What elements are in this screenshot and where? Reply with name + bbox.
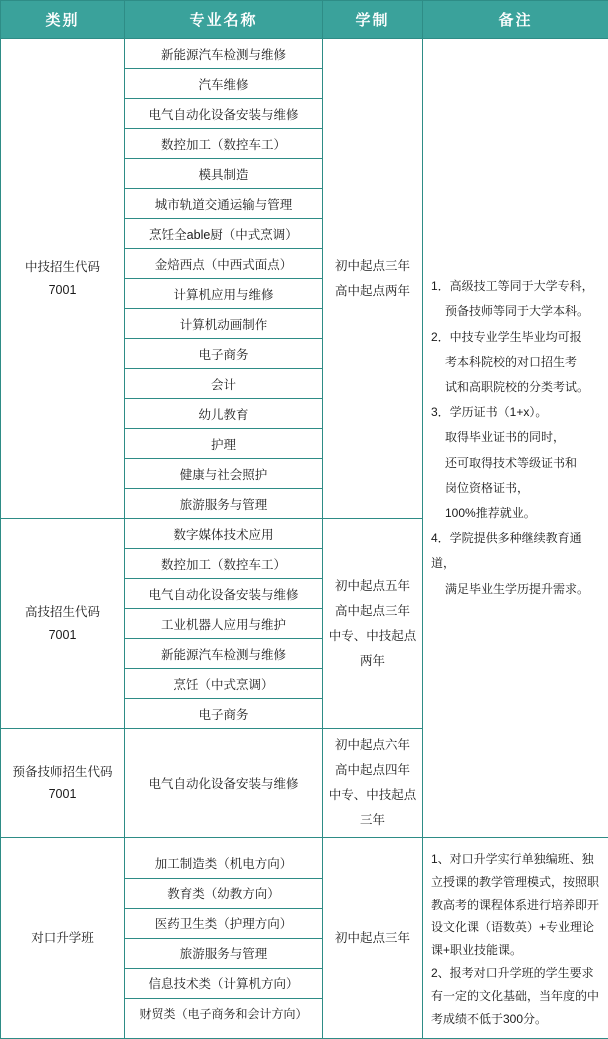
note-line: 1、对口升学实行单独编班、独 [431, 848, 600, 871]
majors-cell-zhongji [125, 39, 323, 519]
years-line: 初中起点三年 [325, 926, 420, 951]
major-name: 电子商务 [125, 339, 322, 369]
major-name: 汽车维修 [125, 69, 322, 99]
major-name: 会计 [125, 369, 322, 399]
category-label: 预备技师招生代码 [3, 761, 122, 784]
years-cell-duikou [323, 838, 423, 1039]
note-line: 4．学院提供多种继续教育通道， [431, 526, 600, 576]
majors-list-duikou [125, 849, 322, 1028]
majors-list-zhongji [125, 39, 322, 518]
major-name: 健康与社会照护 [125, 459, 322, 489]
years-line: 高中起点四年 [325, 758, 420, 783]
major-name: 旅游服务与管理 [125, 489, 322, 519]
note-line: 设文化课（语数英）+专业理论 [431, 916, 600, 939]
majors-list-yubei [125, 754, 322, 812]
major-name: 数控加工（数控车工） [125, 549, 322, 579]
major-name: 电气自动化设备安装与维修 [125, 579, 322, 609]
list-item [125, 699, 322, 729]
category-label: 高技招生代码 [3, 601, 122, 624]
category-code: 7001 [3, 783, 122, 806]
years-cell-gaoji [323, 519, 423, 729]
major-name: 加工制造类（机电方向） [125, 849, 322, 879]
note-line: 预备技师等同于大学本科。 [431, 299, 600, 324]
list-item [125, 369, 322, 399]
list-item [125, 429, 322, 459]
years-line: 高中起点两年 [325, 279, 420, 304]
list-item [125, 968, 322, 998]
years-cell-yubei [323, 729, 423, 838]
note-line: 考成绩不低于300分。 [431, 1008, 600, 1031]
list-item [125, 549, 322, 579]
note-line: 取得毕业证书的同时， [431, 425, 600, 450]
header-major: 专业名称 [125, 1, 323, 39]
list-item [125, 129, 322, 159]
category-cell-yubei [1, 729, 125, 838]
years-line: 初中起点五年 [325, 574, 420, 599]
list-item [125, 669, 322, 699]
list-item [125, 219, 322, 249]
list-item [125, 849, 322, 879]
major-name: 模具制造 [125, 159, 322, 189]
list-item [125, 399, 322, 429]
majors-cell-duikou [125, 838, 323, 1039]
list-item [125, 99, 322, 129]
note-line: 课+职业技能课。 [431, 939, 600, 962]
major-name: 教育类（幼教方向） [125, 878, 322, 908]
major-name: 电气自动化设备安装与维修 [125, 99, 322, 129]
list-item [125, 938, 322, 968]
note-line: 试和高职院校的分类考试。 [431, 375, 600, 400]
list-item [125, 189, 322, 219]
list-item [125, 309, 322, 339]
years-cell-zhongji [323, 39, 423, 519]
major-name: 护理 [125, 429, 322, 459]
major-name: 财贸类（电子商务和会计方向） [125, 998, 322, 1028]
major-name: 计算机应用与维修 [125, 279, 322, 309]
list-item [125, 908, 322, 938]
table-body [1, 39, 608, 1039]
category-code: 7001 [3, 279, 122, 302]
note-line: 岗位资格证书， [431, 476, 600, 501]
major-name: 旅游服务与管理 [125, 938, 322, 968]
table-header-row [1, 1, 608, 39]
note-line: 满足毕业生学历提升需求。 [431, 577, 600, 602]
list-item [125, 279, 322, 309]
category-cell-duikou [1, 838, 125, 1039]
note-line: 考本科院校的对口招生考 [431, 350, 600, 375]
list-item [125, 519, 322, 549]
list-item [125, 39, 322, 69]
list-item [125, 579, 322, 609]
major-name: 电气自动化设备安装与维修 [125, 754, 322, 812]
years-line: 中专、中技起点两年 [325, 624, 420, 674]
major-name: 数字媒体技术应用 [125, 519, 322, 549]
category-cell-gaoji [1, 519, 125, 729]
note-line: 1．高级技工等同于大学专科， [431, 274, 600, 299]
major-name: 计算机动画制作 [125, 309, 322, 339]
years-line: 高中起点三年 [325, 599, 420, 624]
major-name: 信息技术类（计算机方向） [125, 968, 322, 998]
note-cell-duikou [423, 838, 608, 1039]
table-header [1, 1, 608, 39]
list-item [125, 878, 322, 908]
major-name: 烹饪（中式烹调） [125, 669, 322, 699]
header-note: 备注 [423, 1, 608, 39]
years-line: 中专、中技起点三年 [325, 783, 420, 833]
note-line: 还可取得技术等级证书和 [431, 451, 600, 476]
header-category: 类别 [1, 1, 125, 39]
major-name: 城市轨道交通运输与管理 [125, 189, 322, 219]
list-item [125, 639, 322, 669]
list-item [125, 754, 322, 812]
category-label: 对口升学班 [3, 927, 122, 950]
major-name: 新能源汽车检测与维修 [125, 639, 322, 669]
note-line: 3．学历证书（1+x）。 [431, 400, 600, 425]
years-line: 初中起点六年 [325, 733, 420, 758]
list-item [125, 489, 322, 519]
note-cell-main [423, 39, 608, 838]
note-line: 2、报考对口升学班的学生要求 [431, 962, 600, 985]
major-name: 幼儿教育 [125, 399, 322, 429]
list-item [125, 249, 322, 279]
majors-cell-gaoji [125, 519, 323, 729]
category-code: 7001 [3, 624, 122, 647]
note-line: 2．中技专业学生毕业均可报 [431, 325, 600, 350]
table-row [1, 39, 608, 519]
majors-list-gaoji [125, 519, 322, 728]
category-label: 中技招生代码 [3, 256, 122, 279]
table-row [1, 838, 608, 1039]
list-item [125, 609, 322, 639]
list-item [125, 998, 322, 1028]
note-line: 教高考的课程体系进行培养即开 [431, 894, 600, 917]
list-item [125, 159, 322, 189]
major-name: 新能源汽车检测与维修 [125, 39, 322, 69]
note-line: 100%推荐就业。 [431, 501, 600, 526]
note-line: 立授课的教学管理模式，按照职 [431, 871, 600, 894]
major-name: 电子商务 [125, 699, 322, 729]
major-name: 医药卫生类（护理方向） [125, 908, 322, 938]
major-name: 烹饪全able厨（中式烹调） [125, 219, 322, 249]
list-item [125, 459, 322, 489]
majors-cell-yubei [125, 729, 323, 838]
major-name: 工业机器人应用与维护 [125, 609, 322, 639]
header-years: 学制 [323, 1, 423, 39]
note-line: 有一定的文化基础，当年度的中 [431, 985, 600, 1008]
list-item [125, 339, 322, 369]
list-item [125, 69, 322, 99]
major-name: 金焙西点（中西式面点） [125, 249, 322, 279]
years-line: 初中起点三年 [325, 254, 420, 279]
major-name: 数控加工（数控车工） [125, 129, 322, 159]
category-cell-zhongji [1, 39, 125, 519]
